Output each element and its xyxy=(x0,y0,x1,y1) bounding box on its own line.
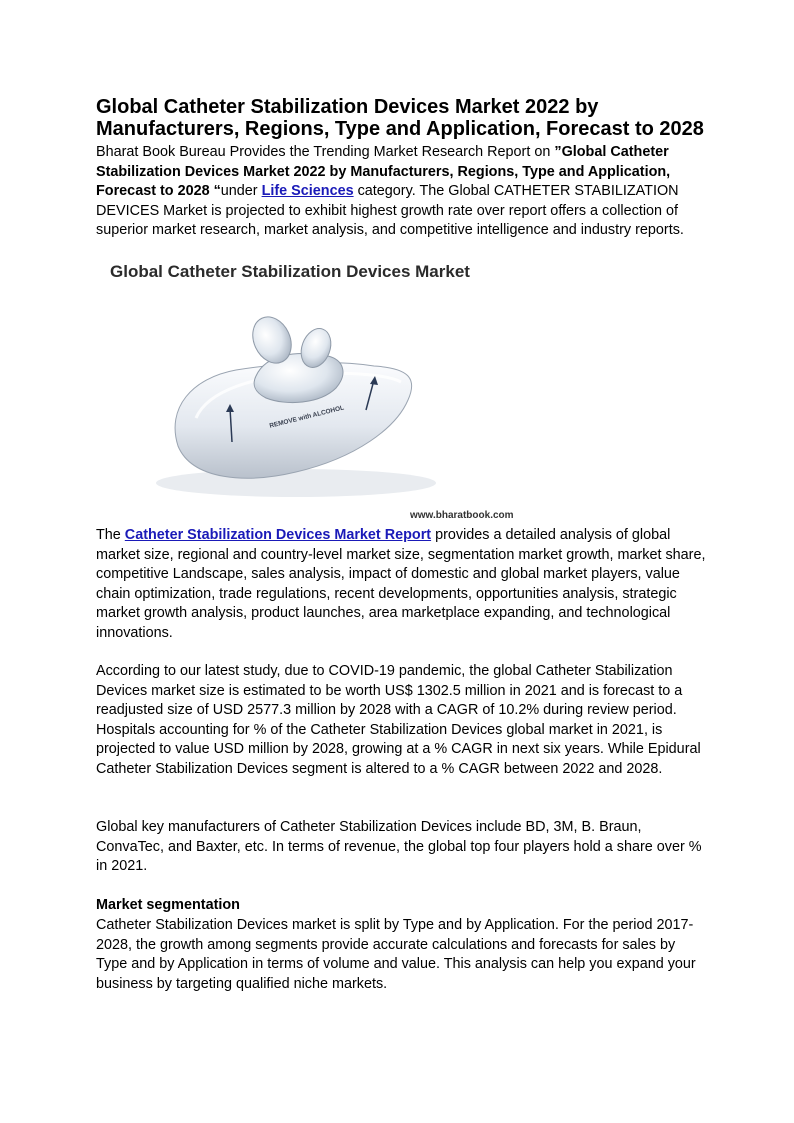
p2-text-2: provides a detailed analysis of global market size, regional and country-level market size, segmentation market growth, market share, competitive Landscape, sales analysis, impact of domestic and global market players, value chain optimization, trade regulations, recent developments, opportunities analysis, strategic market growth analysis, product launches, area marketplace expanding, and technological innovations. xyxy=(96,527,706,641)
intro-text-1: Bharat Book Bureau Provides the Trending Market Research Report on xyxy=(96,144,555,160)
device-shadow xyxy=(156,469,436,497)
catheter-device-image xyxy=(96,258,516,526)
device-label: REMOVE with ALCOHOL xyxy=(268,404,345,430)
product-figure xyxy=(96,258,516,526)
segmentation-heading: Market segmentation xyxy=(96,897,240,913)
intro-text-2: under xyxy=(220,183,262,199)
intro-quote-open: ” xyxy=(554,144,562,160)
manufacturers-paragraph: Global key manufacturers of Catheter Stabilization Devices include BD, 3M, B. Braun, ConvaTec, and Baxter, etc. In terms of revenue, the global top four players hold a share over % in 2021. xyxy=(96,819,702,874)
life-sciences-link[interactable]: Life Sciences xyxy=(261,183,354,199)
report-overview-paragraph xyxy=(96,526,708,643)
figure-title: Global Catheter Stabilization Devices Market xyxy=(110,262,470,281)
intro-quote-close: “ xyxy=(213,183,221,199)
intro-bold-title: Global Catheter Stabilization Devices Market 2022 by Manufacturers, Regions, Type and Application, Forecast to 2028 xyxy=(96,144,671,199)
segmentation-paragraph: Catheter Stabilization Devices market is split by Type and by Application. For the period 2017-2028, the growth among segments provide accurate calculations and forecasts for sales by Type and by Application in terms of volume and value. This analysis can help you expand your business by targeting qualified niche markets. xyxy=(96,917,696,992)
figure-source-url: www.bharatbook.com xyxy=(410,510,514,521)
p2-text-1: The xyxy=(96,527,125,543)
report-title: Global Catheter Stabilization Devices Market 2022 by Manufacturers, Regions, Type and Application, Forecast to 2028 xyxy=(96,96,704,140)
market-size-paragraph: According to our latest study, due to COVID-19 pandemic, the global Catheter Stabilization Devices market size is estimated to be worth US$ 1302.5 million in 2021 and is forecast to a readjusted size of USD 2577.3 million by 2028 with a CAGR of 10.2% during review period. Hospitals accounting for % of the Catheter Stabilization Devices global market in 2021, is projected to value USD million by 2028, growing at a % CAGR in next six years. While Epidural Catheter Stabilization Devices segment is altered to a % CAGR between 2022 and 2028. xyxy=(96,663,701,777)
market-report-link[interactable]: Catheter Stabilization Devices Market Report xyxy=(124,527,432,543)
intro-paragraph xyxy=(96,143,708,241)
intro-text-3: category. The Global CATHETER STABILIZATION DEVICES Market is projected to exhibit highest growth rate over report offers a collection of superior market research, market analysis, and competitive intelligence and industry reports. xyxy=(96,183,684,238)
